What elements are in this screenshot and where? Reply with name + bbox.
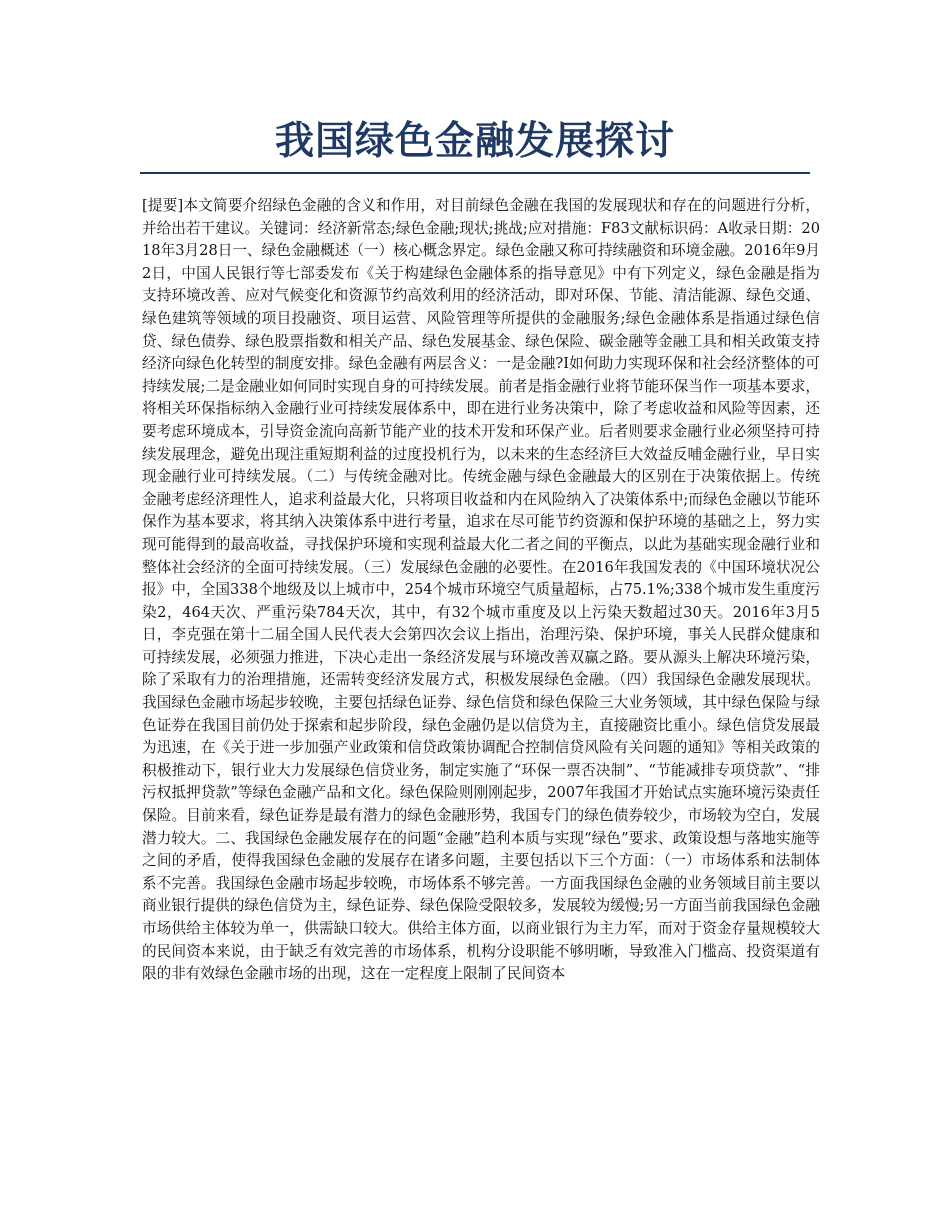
document-title: 我国绿色金融发展探讨 [274,119,675,164]
title-divider [140,172,810,174]
document-body: [提要]本文简要介绍绿色金融的含义和作用，对目前绿色金融在我国的发展现状和存在的问题进行分析，并给出若干建议。关键词：经济新常态;绿色金融;现状;挑战;应对措施：F83文献标识码：A收录日期：2018年3月28日一、绿色金融概述（一）核心概念界定。绿色金融又称可持续融资和环境金融。2016年9月2日，中国人民银行等七部委发布《关于构建绿色金融体系的指导意见》中有下列定义，绿色金融是指为支持环境改善、应对气候变化和资源节约高效利用的经济活动，即对环保、节能、清洁能源、绿色交通、绿色建筑等领域的项目投融资、项目运营、风险管理等所提供的金融服务;绿色金融体系是指通过绿色信贷、绿色债券、绿色股票指数和相关产品、绿色发展基金、绿色保险、碳金融等金融工具和相关政策支持经济向绿色化转型的制度安排。绿色金融有两层含义：一是金融?I如何助力实现环保和社会经济整体的可持续发展;二是金融业如何同时实现自身的可持续发展。前者是指金融行业将节能环保当作一项基本要求，将相关环保指标纳入金融行业可持续发展体系中，即在进行业务决策中，除了考虑收益和风险等因素，还要考虑环境成本，引导资金流向高新节能产业的技术开发和环保产业。后者则要求金融行业必须坚持可持续发展理念，避免出现注重短期利益的过度投机行为，以未来的生态经济巨大效益反哺金融行业，早日实现金融行业可持续发展。（二）与传统金融对比。传统金融与绿色金融最大的区别在于决策依据上。传统金融考虑经济理性人，追求利益最大化，只将项目收益和内在风险纳入了决策体系中;而绿色金融以节能环保作为基本要求，将其纳入决策体系中进行考量，追求在尽可能节约资源和保护环境的基础之上，努力实现可能得到的最高收益，寻找保护环境和实现利益最大化二者之间的平衡点，以此为基础实现金融行业和整体社会经济的全面可持续发展。（三）发展绿色金融的必要性。在2016年我国发表的《中国环境状况公报》中，全国338个地级及以上城市中，254个城市环境空气质量超标，占75.1%;338个城市发生重度污染2，464天次、严重污染784天次，其中，有32个城市重度及以上污染天数超过30天。2016年3月5日，李克强在第十二届全国人民代表大会第四次会议上指出，治理污染、保护环境，事关人民群众健康和可持续发展，必须强力推进，下决心走出一条经济发展与环境改善双赢之路。要从源头上解决环境污染，除了采取有力的治理措施，还需转变经济发展方式，积极发展绿色金融。（四）我国绿色金融发展现状。我国绿色金融市场起步较晚，主要包括绿色证券、绿色信贷和绿色保险三大业务领域，其中绿色保险与绿色证券在我国目前仍处于探索和起步阶段，绿色金融仍是以信贷为主，直接融资比重小。绿色信贷发展最为迅速，在《关于进一步加强产业政策和信贷政策协调配合控制信贷风险有关问题的通知》等相关政策的积极推动下，银行业大力发展绿色信贷业务，制定实施了“环保一票否决制”、“节能减排专项贷款”、“排污权抵押贷款”等绿色金融产品和文化。绿色保险则刚刚起步，2007年我国才开始试点实施环境污染责任保险。目前来看，绿色证券是最有潜力的绿色金融形势，我国专门的绿色债券较少，市场较为空白，发展潜力较大。二、我国绿色金融发展存在的问题“金融”趋利本质与实现“绿色”要求、政策设想与落地实施等之间的矛盾，使得我国绿色金融的发展存在诸多问题，主要包括以下三个方面：（一）市场体系和法制体系不完善。我国绿色金融市场起步较晚，市场体系不够完善。一方面我国绿色金融的业务领域目前主要以商业银行提供的绿色信贷为主，绿色证券、绿色保险受限较多，发展较为缓慢;另一方面当前我国绿色金融市场供给主体较为单一，供需缺口较大。供给主体方面，以商业银行为主力军，而对于资金存量规模较大的民间资本来说，由于缺乏有效完善的市场体系，机构分设职能不够明晰，导致准入门槛高、投资渠道有限的非有效绿色金融市场的出现，这在一定程度上限制了民间资本 [142,197,820,983]
